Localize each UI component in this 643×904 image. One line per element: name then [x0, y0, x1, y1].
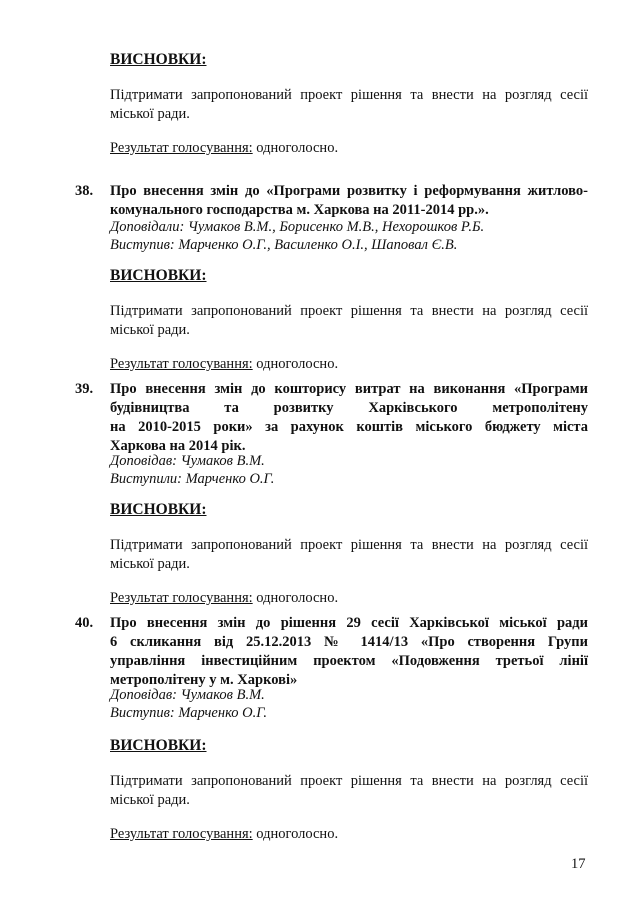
vote-result-value: одноголосно. — [252, 590, 339, 606]
item-title-line: на 2010-2015 роки» за рахунок коштів міського бюджету міста — [110, 419, 588, 435]
conclusions-text-line: Підтримати запропонований проект рішення та внести на розгляд сесії — [110, 303, 588, 319]
vote-result — [110, 589, 338, 608]
item-number: 40. — [75, 615, 94, 631]
conclusions-heading: ВИСНОВКИ: — [110, 501, 207, 518]
item-title-line: Про внесення змін до кошторису витрат на виконання «Програми — [110, 381, 588, 397]
item-discussants: Виступили: Марченко О.Г. — [110, 471, 275, 487]
conclusions-text — [110, 772, 588, 810]
conclusions-text-line: міської ради. — [110, 322, 190, 338]
conclusions-heading: ВИСНОВКИ: — [110, 267, 207, 284]
conclusions-text-line: Підтримати запропонований проект рішення та внести на розгляд сесії — [110, 537, 588, 553]
conclusions-text-line: міської ради. — [110, 792, 190, 808]
item-speakers: Доповідав: Чумаков В.М. — [110, 453, 265, 469]
conclusions-heading: ВИСНОВКИ: — [110, 737, 207, 754]
conclusions-text-line: міської ради. — [110, 106, 190, 122]
item-title-line: комунального господарства м. Харкова на 2011-2014 рр.». — [110, 202, 489, 218]
vote-result-label: Результат голосування: — [110, 140, 253, 156]
conclusions-heading: ВИСНОВКИ: — [110, 51, 207, 68]
item-title — [110, 614, 588, 690]
vote-result-value: одноголосно. — [252, 140, 339, 156]
vote-result-value: одноголосно. — [252, 356, 339, 372]
vote-result-label: Результат голосування: — [110, 356, 253, 372]
item-title-line: метрополітену у м. Харкові» — [110, 672, 298, 688]
item-number: 38. — [75, 183, 94, 199]
vote-result — [110, 355, 338, 374]
item-title — [110, 182, 588, 220]
conclusions-text — [110, 86, 588, 124]
vote-result — [110, 825, 338, 844]
item-title — [110, 380, 588, 456]
item-title-line: 6 скликання від 25.12.2013 № 1414/13 «Про створення Групи — [110, 634, 588, 650]
conclusions-text-line: Підтримати запропонований проект рішення та внести на розгляд сесії — [110, 87, 588, 103]
item-title-line: управління інвестиційним проектом «Подовження третьої лінії — [110, 653, 588, 669]
item-speakers: Доповідав: Чумаков В.М. — [110, 687, 265, 703]
vote-result — [110, 139, 338, 158]
conclusions-text-line: міської ради. — [110, 556, 190, 572]
page-number: 17 — [571, 856, 586, 872]
item-discussants: Виступив: Марченко О.Г., Василенко О.І., Шаповал Є.В. — [110, 237, 458, 253]
item-title-line: Про внесення змін до «Програми розвитку і реформування житлово- — [110, 183, 588, 199]
item-discussants: Виступив: Марченко О.Г. — [110, 705, 268, 721]
vote-result-value: одноголосно. — [252, 826, 339, 842]
conclusions-text-line: Підтримати запропонований проект рішення та внести на розгляд сесії — [110, 773, 588, 789]
vote-result-label: Результат голосування: — [110, 826, 253, 842]
item-number: 39. — [75, 381, 94, 397]
vote-result-label: Результат голосування: — [110, 590, 253, 606]
conclusions-text — [110, 302, 588, 340]
item-speakers: Доповідали: Чумаков В.М., Борисенко М.В., Нехорошков Р.Б. — [110, 219, 485, 235]
conclusions-text — [110, 536, 588, 574]
item-title-line: Про внесення змін до рішення 29 сесії Харківської міської ради — [110, 615, 588, 631]
item-title-line: Харкова на 2014 рік. — [110, 438, 246, 454]
item-title-line: будівництва та розвитку Харківського метрополітену — [110, 400, 588, 416]
